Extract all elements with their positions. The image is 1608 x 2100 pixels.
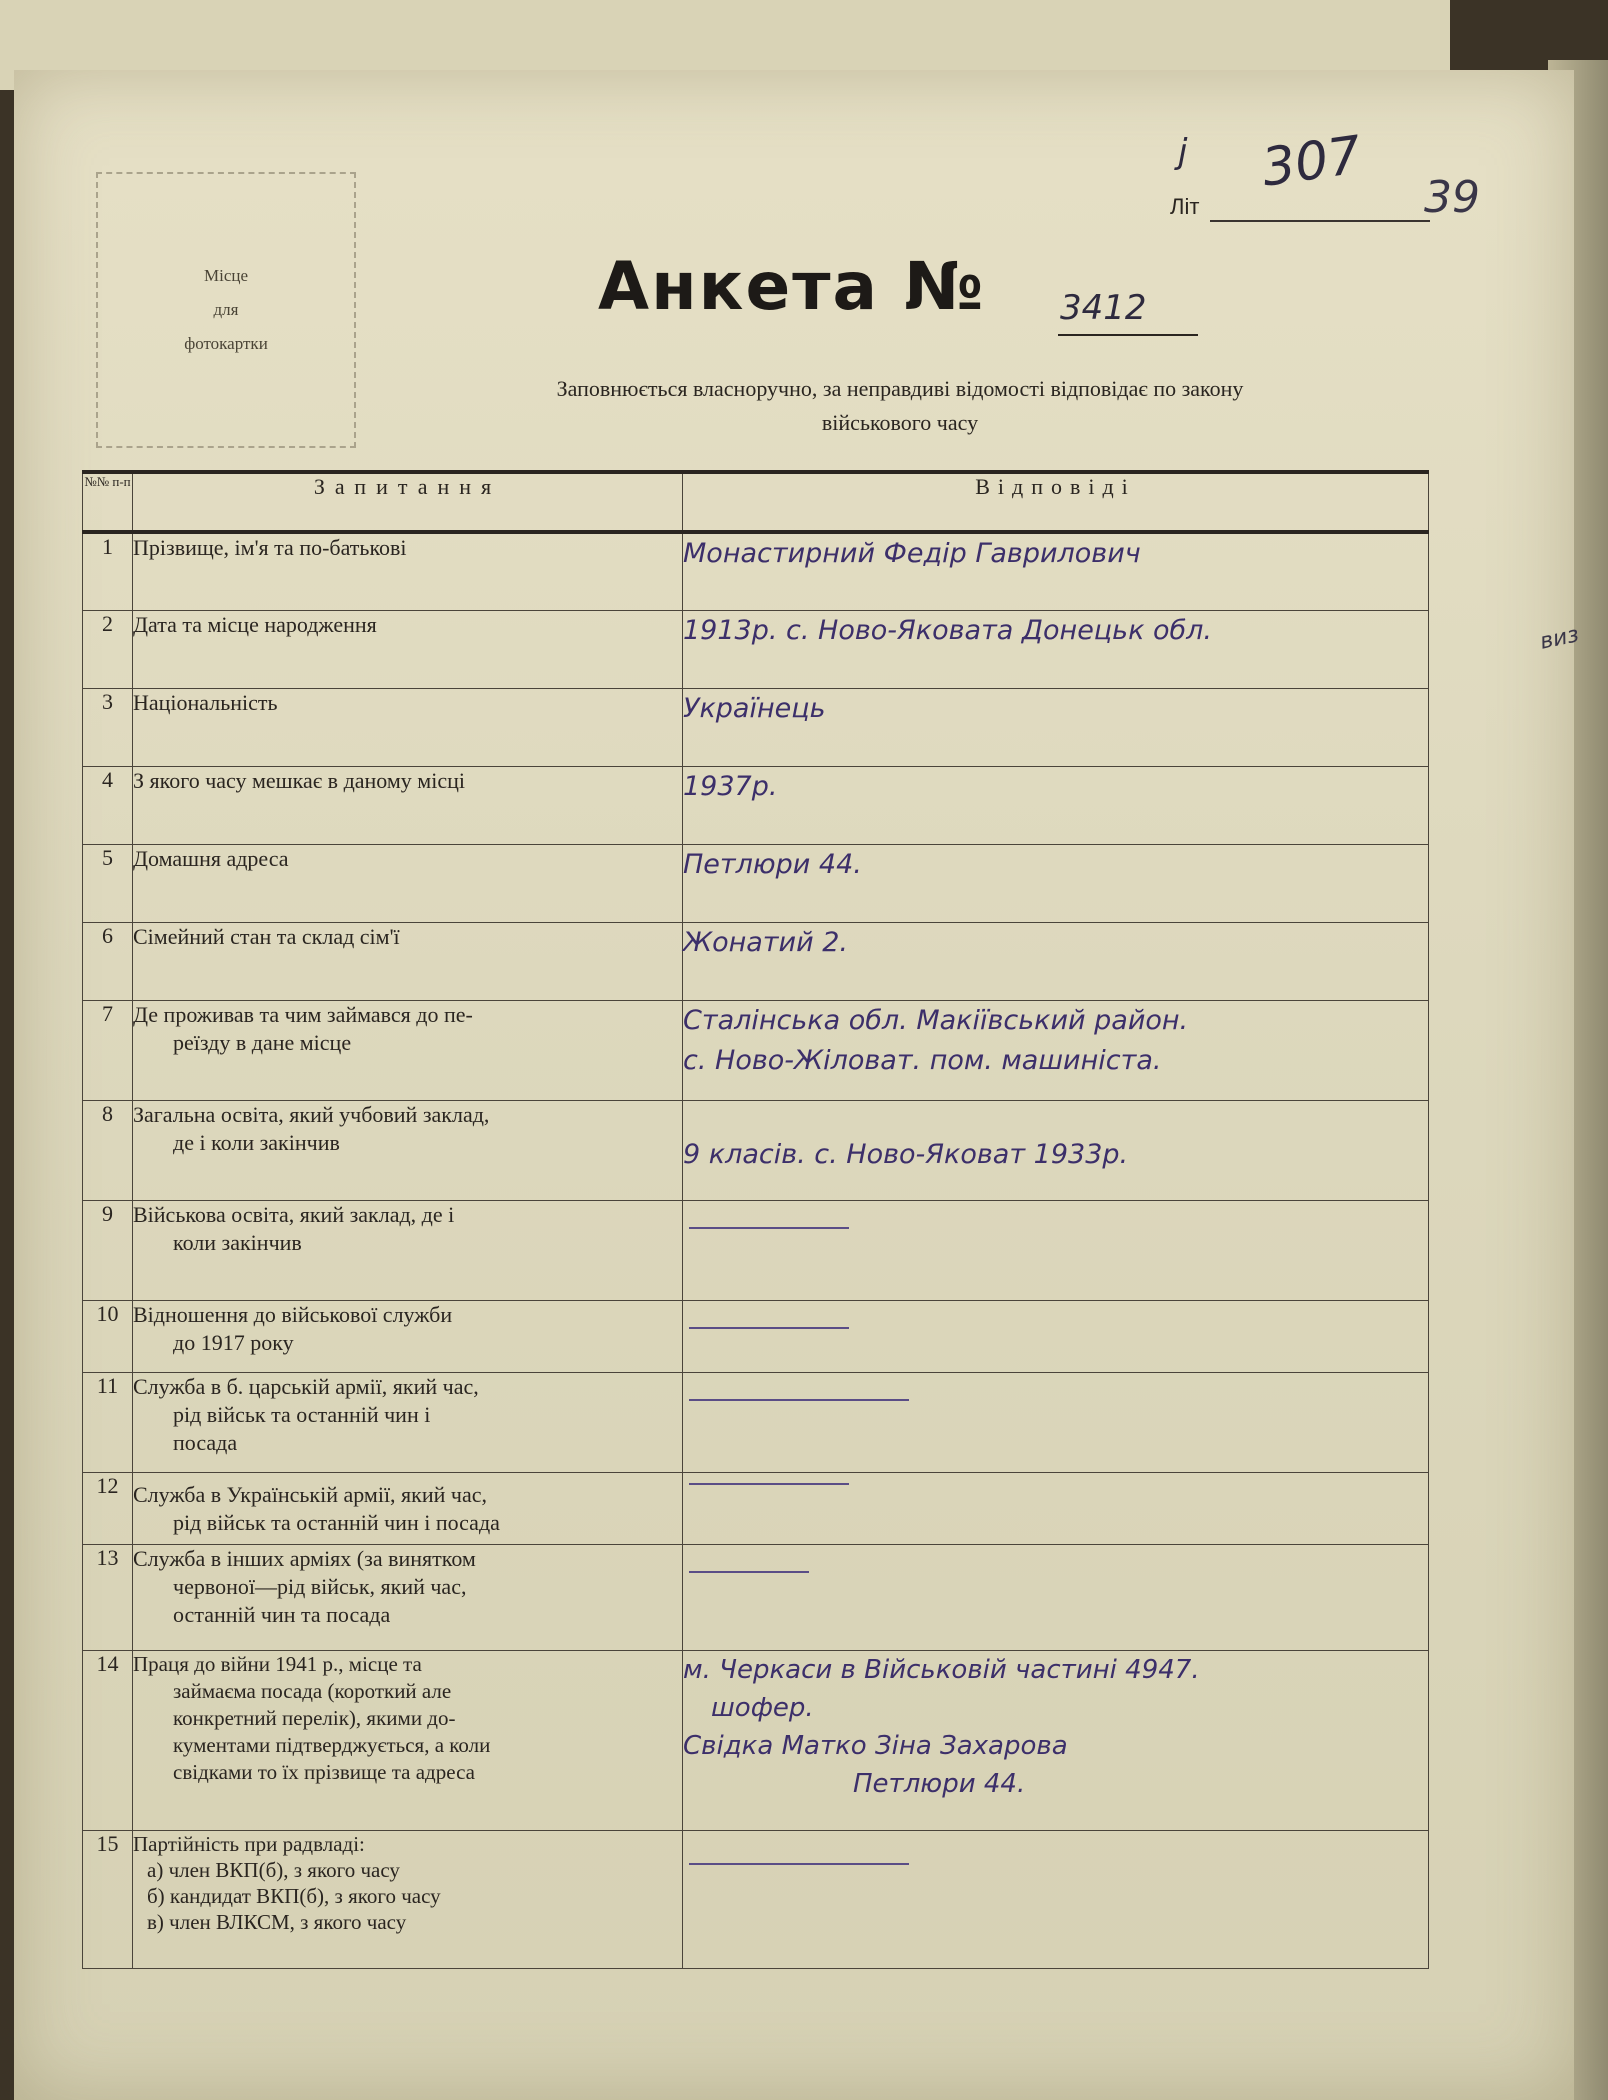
photo-label-2: для bbox=[213, 300, 239, 319]
row-number: 14 bbox=[83, 1650, 133, 1830]
table-row bbox=[83, 1100, 1429, 1200]
question-text bbox=[133, 1544, 683, 1650]
question-line: а) член ВКП(б), з якого часу bbox=[147, 1857, 400, 1882]
question-line: б) кандидат ВКП(б), з якого часу bbox=[147, 1883, 441, 1908]
answer-cell bbox=[683, 1472, 1429, 1544]
question-text: Сімейний стан та склад сім'ї bbox=[133, 922, 683, 1000]
question-text: Прізвище, ім'я та по-батькові bbox=[133, 532, 683, 610]
question-text bbox=[133, 1000, 683, 1100]
table-row bbox=[83, 532, 1429, 610]
photo-placeholder bbox=[96, 172, 356, 448]
header-answer: Відповіді bbox=[683, 472, 1429, 532]
row-number: 10 bbox=[83, 1300, 133, 1372]
questionnaire-table bbox=[82, 470, 1429, 1969]
question-line: до 1917 року bbox=[173, 1329, 294, 1355]
instruction-line-2: військового часу bbox=[821, 410, 979, 435]
header-question: Запитання bbox=[133, 472, 683, 532]
sheet-number-handwritten: 307 bbox=[1258, 125, 1365, 199]
question-line: червоної—рід військ, який час, bbox=[173, 1573, 467, 1599]
question-line: рід військ та останній чин і посада bbox=[173, 1509, 500, 1535]
row-number: 4 bbox=[83, 766, 133, 844]
question-line: Служба в інших арміях (за винятком bbox=[133, 1545, 476, 1571]
answer-text: Петлюри 44. bbox=[683, 844, 1429, 922]
question-line: Служба в Українській армії, який час, bbox=[133, 1481, 487, 1507]
table-row bbox=[83, 1472, 1429, 1544]
question-line: займаєма посада (короткий але bbox=[173, 1678, 452, 1703]
question-line: реїзду в дане місце bbox=[173, 1029, 352, 1055]
row-number: 13 bbox=[83, 1544, 133, 1650]
lit-label: Літ bbox=[1170, 194, 1200, 219]
row-number: 9 bbox=[83, 1200, 133, 1300]
row-number: 2 bbox=[83, 610, 133, 688]
row-number: 1 bbox=[83, 532, 133, 610]
question-line: в) член ВЛКСМ, з якого часу bbox=[147, 1909, 407, 1934]
question-text bbox=[133, 1472, 683, 1544]
blank-dash bbox=[689, 1227, 849, 1229]
row-number: 12 bbox=[83, 1472, 133, 1544]
form-number-underline bbox=[1058, 334, 1198, 336]
form-instructions bbox=[380, 372, 1420, 440]
photo-label-1: Місце bbox=[203, 266, 249, 285]
blank-dash bbox=[689, 1571, 809, 1573]
question-line: останній чин та посада bbox=[173, 1601, 391, 1627]
table-row bbox=[83, 766, 1429, 844]
row-number: 7 bbox=[83, 1000, 133, 1100]
question-line: посада bbox=[173, 1429, 238, 1455]
question-line: конкретний перелік), якими до- bbox=[173, 1705, 456, 1730]
question-line: Загальна освіта, який учбовий заклад, bbox=[133, 1101, 490, 1127]
blank-dash bbox=[689, 1483, 849, 1485]
blank-dash bbox=[689, 1399, 909, 1401]
answer-text bbox=[683, 1650, 1429, 1830]
answer-cell bbox=[683, 1830, 1429, 1968]
table-row bbox=[83, 1544, 1429, 1650]
question-text: Національність bbox=[133, 688, 683, 766]
question-line: Праця до війни 1941 р., місце та bbox=[133, 1651, 422, 1676]
question-line: свідками то їх прізвище та адреса bbox=[173, 1759, 475, 1784]
blank-dash bbox=[689, 1327, 849, 1329]
answer-text: Українець bbox=[683, 688, 1429, 766]
table-row bbox=[83, 1830, 1429, 1968]
question-line: Партійність при радвладі: bbox=[133, 1831, 365, 1856]
question-text bbox=[133, 1372, 683, 1472]
answer-line: с. Ново-Жіловат. пом. машиніста. bbox=[683, 1044, 1162, 1076]
table-row bbox=[83, 922, 1429, 1000]
row-number: 11 bbox=[83, 1372, 133, 1472]
instruction-line-1: Заповнюється власноручно, за неправдиві відомості відповідає по закону bbox=[556, 376, 1244, 401]
answer-text bbox=[683, 1000, 1429, 1100]
table-row bbox=[83, 1300, 1429, 1372]
table-row bbox=[83, 610, 1429, 688]
answer-line: Петлюри 44. bbox=[853, 1768, 1026, 1799]
answer-cell bbox=[683, 1300, 1429, 1372]
row-number: 8 bbox=[83, 1100, 133, 1200]
form-number: 3412 bbox=[1060, 288, 1147, 328]
question-text bbox=[133, 1830, 683, 1968]
question-line: кументами підтверджується, а коли bbox=[173, 1732, 491, 1757]
lit-underline bbox=[1210, 220, 1430, 222]
header-number: №№ п-п bbox=[83, 472, 133, 532]
table-row bbox=[83, 1372, 1429, 1472]
question-line: Де проживав та чим займався до пе- bbox=[133, 1001, 473, 1027]
table-row bbox=[83, 688, 1429, 766]
table-header-row bbox=[83, 472, 1429, 532]
answer-text: Монастирний Федір Гаврилович bbox=[683, 532, 1429, 610]
question-line: Відношення до військової служби bbox=[133, 1301, 453, 1327]
answer-line: Свідка Матко Зіна Захарова bbox=[683, 1730, 1068, 1761]
question-line: Служба в б. царській армії, який час, bbox=[133, 1373, 479, 1399]
answer-line: м. Черкаси в Військовій частині 4947. bbox=[683, 1654, 1200, 1685]
answer-cell bbox=[683, 1200, 1429, 1300]
row-number: 15 bbox=[83, 1830, 133, 1968]
question-line: Військова освіта, який заклад, де і bbox=[133, 1201, 455, 1227]
table-row bbox=[83, 1200, 1429, 1300]
answer-text: 1937р. bbox=[683, 766, 1429, 844]
blank-dash bbox=[689, 1863, 909, 1865]
answer-text: 9 класів. с. Ново-Яковат 1933р. bbox=[683, 1100, 1429, 1200]
answer-cell bbox=[683, 1372, 1429, 1472]
table-row bbox=[83, 1650, 1429, 1830]
question-line: коли закінчив bbox=[173, 1229, 302, 1255]
question-text bbox=[133, 1300, 683, 1372]
table-row bbox=[83, 1000, 1429, 1100]
question-text bbox=[133, 1650, 683, 1830]
margin-note-right: виз bbox=[1537, 622, 1582, 655]
question-text: Домашня адреса bbox=[133, 844, 683, 922]
photo-label-3: фотокартки bbox=[184, 334, 268, 353]
answer-text: Жонатий 2. bbox=[683, 922, 1429, 1000]
question-text bbox=[133, 1200, 683, 1300]
answer-text: 1913р. с. Ново-Яковата Донецьк обл. bbox=[683, 610, 1429, 688]
row-number: 5 bbox=[83, 844, 133, 922]
table-row bbox=[83, 844, 1429, 922]
row-number: 3 bbox=[83, 688, 133, 766]
handwritten-mark: j bbox=[1178, 132, 1188, 172]
question-line: де і коли закінчив bbox=[173, 1129, 340, 1155]
form-title: Анкета № bbox=[598, 248, 986, 325]
sheet-number-secondary: 39 bbox=[1424, 172, 1480, 223]
row-number: 6 bbox=[83, 922, 133, 1000]
question-line: рід військ та останній чин і bbox=[173, 1401, 431, 1427]
question-text: Дата та місце народження bbox=[133, 610, 683, 688]
question-text bbox=[133, 1100, 683, 1200]
answer-line: шофер. bbox=[711, 1692, 814, 1723]
question-text: З якого часу мешкає в даному місці bbox=[133, 766, 683, 844]
answer-line: Сталінська обл. Макіївський район. bbox=[683, 1004, 1189, 1036]
answer-cell bbox=[683, 1544, 1429, 1650]
